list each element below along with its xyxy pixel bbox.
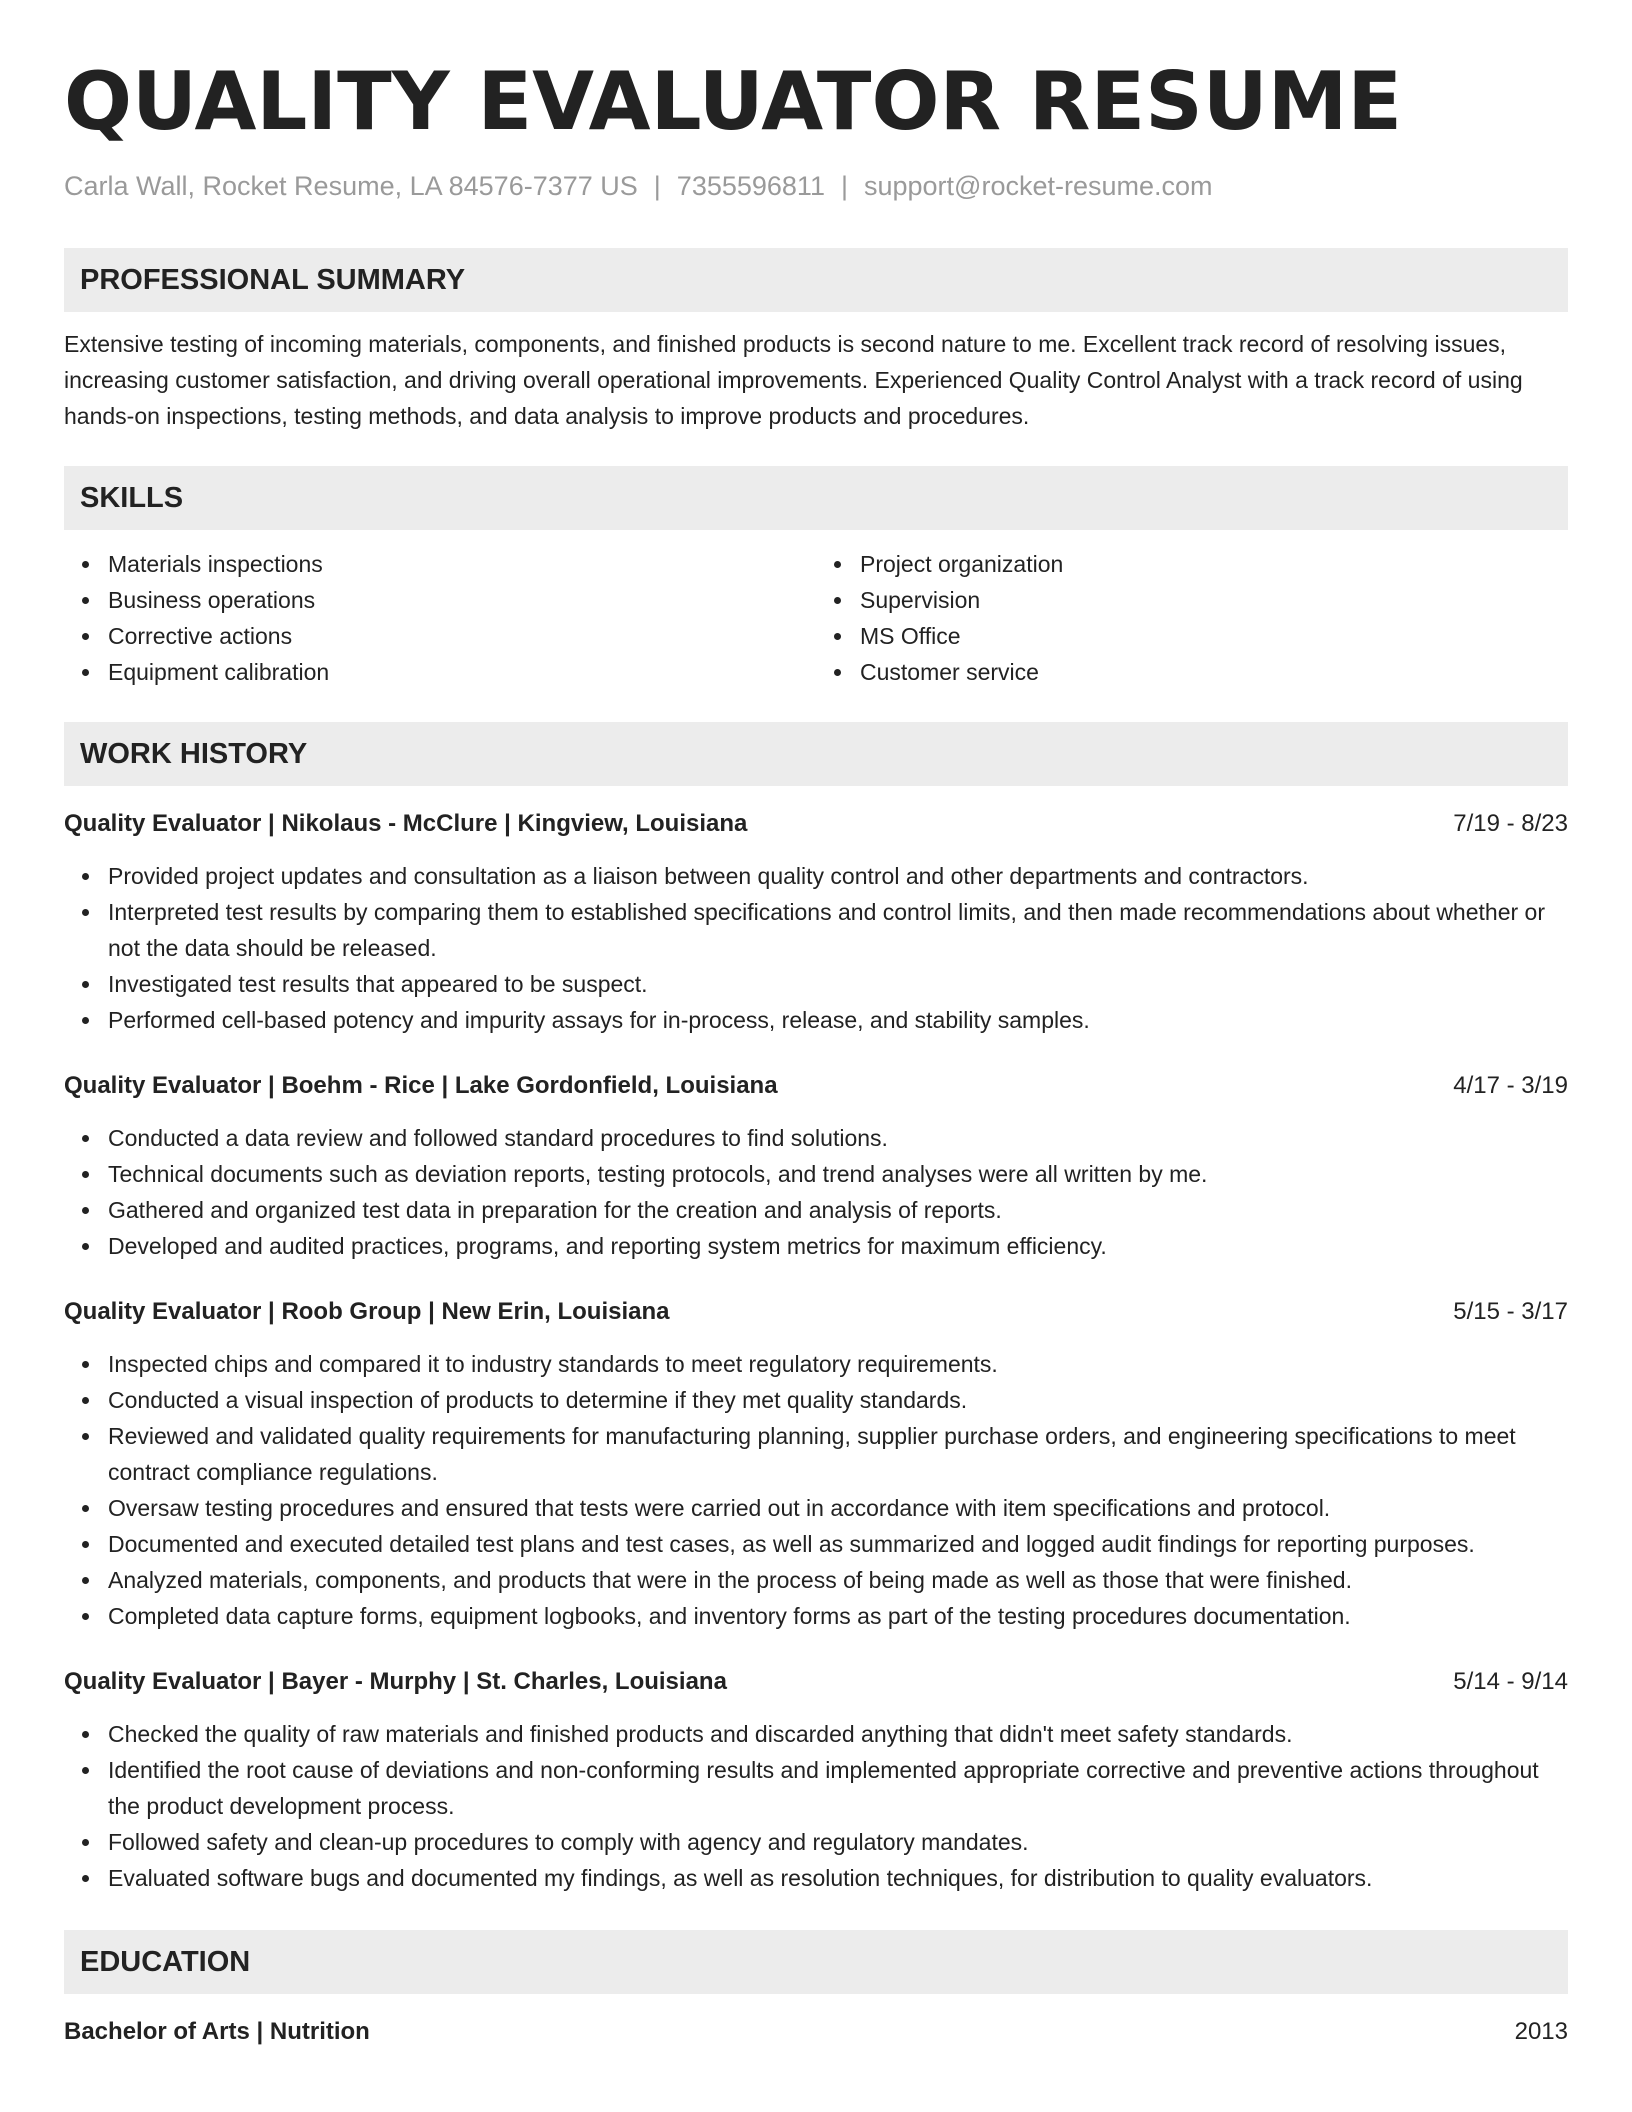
- skill-item: Supervision: [860, 582, 1568, 618]
- job-bullets: [64, 858, 1568, 1038]
- contact-line: [64, 168, 1568, 204]
- contact-address: Carla Wall, Rocket Resume, LA 84576-7377 US: [64, 171, 638, 201]
- section-header-education: [64, 1930, 1568, 1994]
- job-bullet: Checked the quality of raw materials and finished products and discarded anything that didn't meet safety standards.: [108, 1716, 1568, 1752]
- job-entry: [64, 1068, 1568, 1264]
- job-bullet: Oversaw testing procedures and ensured that tests were carried out in accordance with item specifications and protocol.: [108, 1490, 1568, 1526]
- section-header-work-history: [64, 722, 1568, 786]
- job-bullets: [64, 1346, 1568, 1634]
- job-bullet: Gathered and organized test data in preparation for the creation and analysis of reports.: [108, 1192, 1568, 1228]
- summary-text: Extensive testing of incoming materials, components, and finished products is second nature to me. Excellent track record of resolving issues, increasing customer satisfaction, and driving overall operational improvements. Experienced Quality Control Analyst with a track record of using hands-on inspections, testing methods, and data analysis to improve products and procedures.: [64, 331, 1523, 429]
- contact-email: support@rocket-resume.com: [863, 171, 1213, 201]
- job-bullet: Documented and executed detailed test plans and test cases, as well as summarized and logged audit findings for reporting purposes.: [108, 1526, 1568, 1562]
- skills-list: [64, 546, 1568, 690]
- contact-separator: |: [840, 171, 848, 201]
- job-bullets: [64, 1120, 1568, 1264]
- job-bullet: Technical documents such as deviation reports, testing protocols, and trend analyses were all written by me.: [108, 1156, 1568, 1192]
- job-bullet: Provided project updates and consultation as a liaison between quality control and other departments and contractors.: [108, 858, 1568, 894]
- skill-item: MS Office: [860, 618, 1568, 654]
- job-title: Quality Evaluator | Bayer - Murphy | St. Charles, Louisiana: [64, 1668, 727, 1695]
- job-header: [64, 1294, 1568, 1330]
- job-title: Quality Evaluator | Nikolaus - McClure | Kingview, Louisiana: [64, 810, 748, 837]
- job-bullet: Completed data capture forms, equipment logbooks, and inventory forms as part of the testing procedures documentation.: [108, 1598, 1568, 1634]
- job-bullet: Investigated test results that appeared to be suspect.: [108, 966, 1568, 1002]
- job-bullet: Reviewed and validated quality requirements for manufacturing planning, supplier purchase orders, and engineering specifications to meet contract compliance regulations.: [108, 1418, 1568, 1490]
- skill-item: Materials inspections: [108, 546, 816, 582]
- job-dates: 5/14 - 9/14: [1453, 1668, 1568, 1695]
- skill-item: Corrective actions: [108, 618, 816, 654]
- skill-item: Customer service: [860, 654, 1568, 690]
- job-dates: 7/19 - 8/23: [1453, 810, 1568, 837]
- job-header: [64, 1068, 1568, 1104]
- job-bullet: Evaluated software bugs and documented my findings, as well as resolution techniques, for distribution to quality evaluators.: [108, 1860, 1568, 1896]
- contact-separator: |: [653, 171, 661, 201]
- job-bullet: Identified the root cause of deviations and non-conforming results and implemented appropriate corrective and preventive actions throughout the product development process.: [108, 1752, 1568, 1824]
- section-title: SKILLS: [80, 481, 184, 514]
- job-title: Quality Evaluator | Boehm - Rice | Lake Gordonfield, Louisiana: [64, 1072, 778, 1099]
- section-header-summary: [64, 248, 1568, 312]
- job-bullet: Developed and audited practices, programs, and reporting system metrics for maximum efficiency.: [108, 1228, 1568, 1264]
- job-bullet: Conducted a visual inspection of products to determine if they met quality standards.: [108, 1382, 1568, 1418]
- skill-item: Equipment calibration: [108, 654, 816, 690]
- job-entry: [64, 806, 1568, 1038]
- skill-item: Project organization: [860, 546, 1568, 582]
- job-bullet: Inspected chips and compared it to industry standards to meet regulatory requirements.: [108, 1346, 1568, 1382]
- job-entry: [64, 1294, 1568, 1634]
- section-title: PROFESSIONAL SUMMARY: [80, 263, 466, 296]
- resume-title: QUALITY EVALUATOR RESUME: [64, 55, 1403, 148]
- job-title: Quality Evaluator | Roob Group | New Erin, Louisiana: [64, 1298, 670, 1325]
- skills-column-right: [816, 546, 1568, 690]
- job-bullet: Conducted a data review and followed standard procedures to find solutions.: [108, 1120, 1568, 1156]
- skills-column-left: [64, 546, 816, 690]
- education-entry: [64, 2014, 1568, 2050]
- job-bullet: Analyzed materials, components, and products that were in the process of being made as well as those that were finished.: [108, 1562, 1568, 1598]
- section-title: EDUCATION: [80, 1945, 251, 1978]
- job-header: [64, 1664, 1568, 1700]
- job-dates: 5/15 - 3/17: [1453, 1298, 1568, 1325]
- section-header-skills: [64, 466, 1568, 530]
- education-degree: Bachelor of Arts | Nutrition: [64, 2018, 370, 2045]
- job-dates: 4/17 - 3/19: [1453, 1072, 1568, 1099]
- job-bullet: Followed safety and clean-up procedures to comply with agency and regulatory mandates.: [108, 1824, 1568, 1860]
- job-bullet: Interpreted test results by comparing them to established specifications and control limits, and then made recommendations about whether or not the data should be released.: [108, 894, 1568, 966]
- job-bullets: [64, 1716, 1568, 1896]
- section-title: WORK HISTORY: [80, 737, 308, 770]
- contact-phone: 7355596811: [676, 171, 825, 201]
- job-entry: [64, 1664, 1568, 1896]
- skill-item: Business operations: [108, 582, 816, 618]
- job-header: [64, 806, 1568, 842]
- job-bullet: Performed cell-based potency and impurity assays for in-process, release, and stability samples.: [108, 1002, 1568, 1038]
- education-year: 2013: [1514, 2018, 1568, 2045]
